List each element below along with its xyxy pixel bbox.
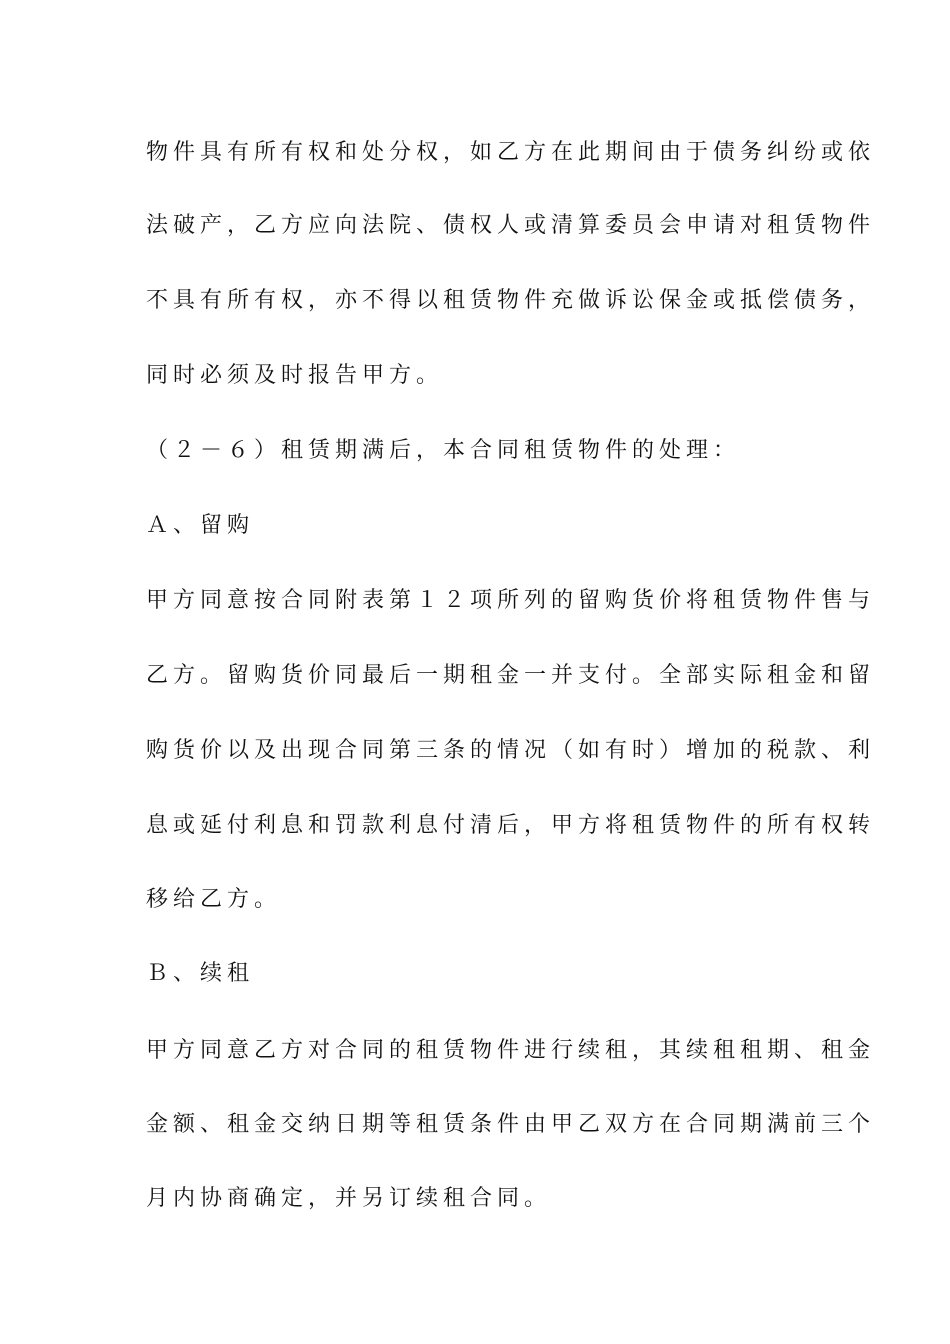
text-line: 乙方。留购货价同最后一期租金一并支付。全部实际租金和留 (146, 663, 876, 688)
text-line: 甲方同意乙方对合同的租赁物件进行续租，其续租租期、租金 (146, 1038, 876, 1063)
section-heading: （２－６）租赁期满后，本合同租赁物件的处理： (146, 438, 741, 463)
text-line: 甲方同意按合同附表第１２项所列的留购货价将租赁物件售与 (146, 588, 876, 613)
text-line: 金额、租金交纳日期等租赁条件由甲乙双方在合同期满前三个 (146, 1112, 876, 1137)
text-line: 息或延付利息和罚款利息付清后，甲方将租赁物件的所有权转 (146, 813, 876, 838)
text-line: 购货价以及出现合同第三条的情况（如有时）增加的税款、利 (146, 738, 876, 763)
text-line: 物件具有所有权和处分权，如乙方在此期间由于债务纠纷或依 (146, 140, 876, 165)
text-line: 月内协商确定，并另订续租合同。 (146, 1186, 552, 1211)
text-line: 法破产，乙方应向法院、债权人或清算委员会申请对租赁物件 (146, 213, 876, 238)
text-line: 移给乙方。 (146, 887, 282, 912)
subsection-heading: Ｂ、续租 (146, 961, 255, 986)
subsection-heading: Ａ、留购 (146, 513, 255, 538)
text-line: 同时必须及时报告甲方。 (146, 363, 444, 388)
text-line: 不具有所有权，亦不得以租赁物件充做诉讼保金或抵偿债务， (146, 288, 876, 313)
